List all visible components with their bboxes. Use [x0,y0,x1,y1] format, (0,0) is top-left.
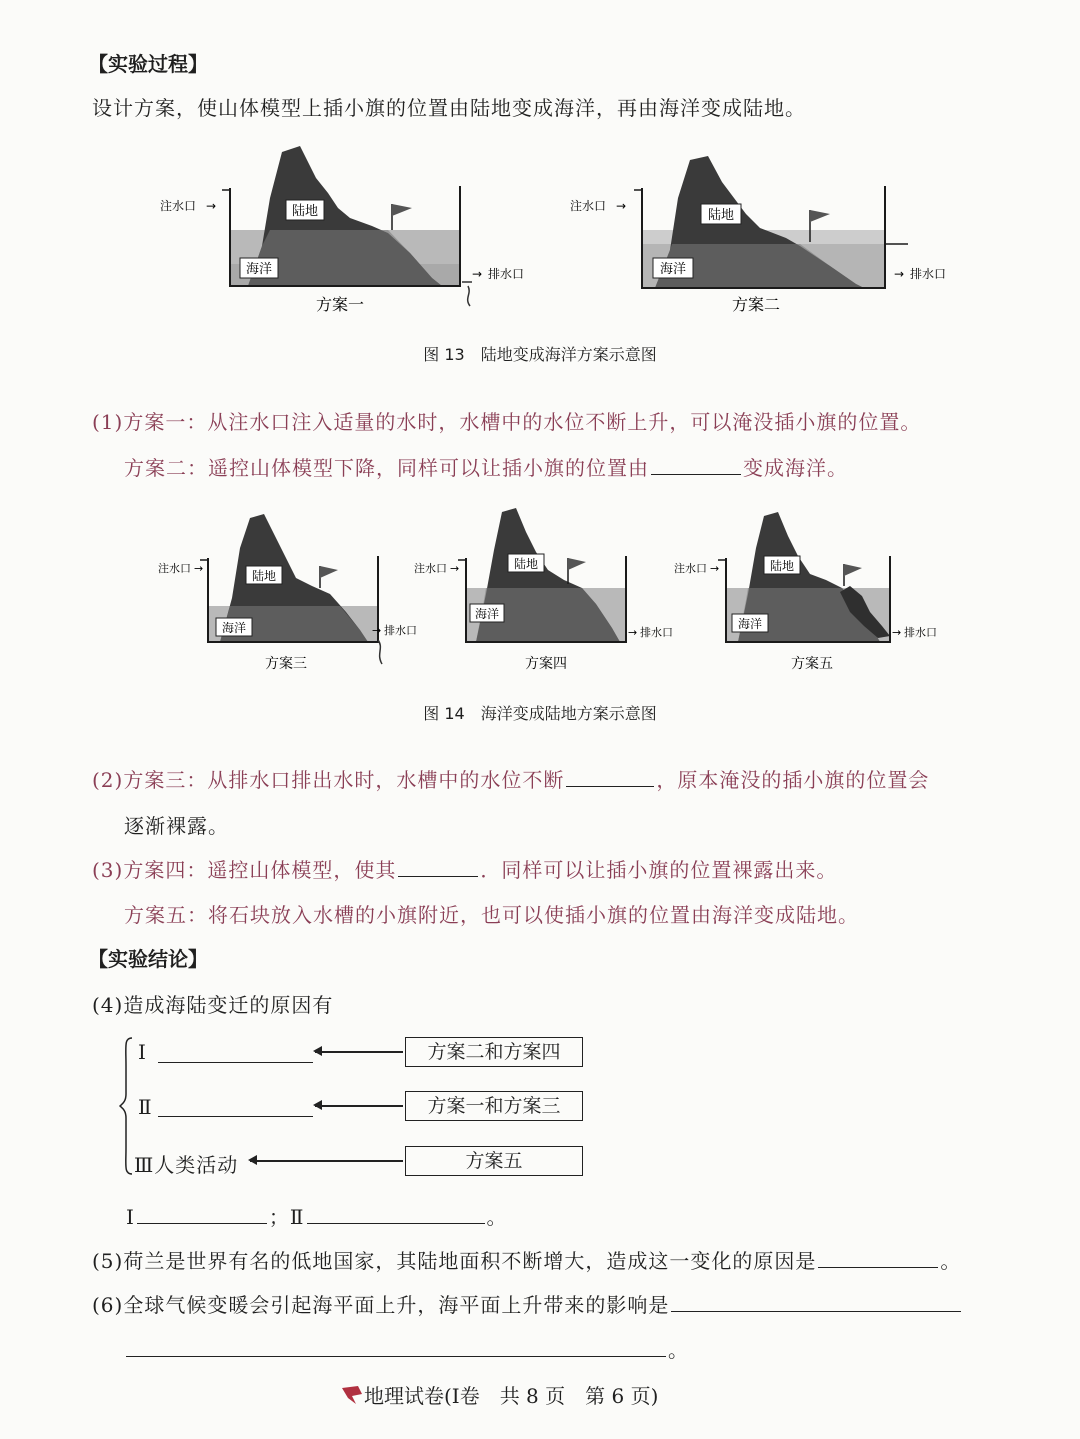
q4-answer-line [126,1201,508,1230]
figure13-plan2 [570,156,946,314]
plan4-label: 方案四 [525,656,567,672]
svg-text:→: → [372,624,382,637]
svg-text:→: → [628,626,638,639]
svg-text:→: → [616,199,627,213]
q4-item1-roman: Ⅰ [138,1040,147,1064]
label-outlet: 排水口 [488,267,525,281]
q4-answer-ii-label: Ⅱ [289,1205,305,1229]
q3-line1-text-a: (3)方案四：遥控山体模型，使其 [92,858,397,882]
figure13-plan1 [160,146,524,314]
q4-answer-i-label: Ⅰ [126,1205,135,1229]
label-outlet: 排水口 [904,626,937,639]
q4-answer-end: 。 [486,1205,508,1229]
label-inlet: 注水口 [414,562,447,575]
label-land: 陆地 [769,559,795,573]
label-ocean: 海洋 [737,617,763,631]
footer [340,1380,658,1409]
q6-end: 。 [668,1338,689,1362]
svg-text:→: → [894,267,905,281]
svg-text:→: → [710,562,720,575]
section-title-process: 【实验过程】 [88,52,208,76]
figure14-plan3 [158,514,417,672]
svg-text:→: → [472,267,483,281]
figure14-plan5 [674,512,937,672]
figure14-plan4 [414,508,673,672]
label-outlet: 排水口 [910,267,947,281]
q6-line2 [124,1334,689,1363]
q5-line [92,1245,961,1274]
plan2-label: 方案二 [731,295,781,314]
q6-answer-blank-2[interactable] [126,1338,666,1357]
q2-line2: 逐渐裸露。 [124,814,229,838]
label-ocean: 海洋 [221,621,247,635]
q3-line1 [92,854,837,883]
svg-text:→: → [206,199,217,213]
q2-line1-text-a: (2)方案三：从排水口排出水时，水槽中的水位不断 [92,768,565,792]
footer-text: 地理试卷(Ⅰ卷 共 8 页 第 6 页) [364,1384,659,1408]
label-ocean: 海洋 [659,262,687,277]
q4-item3 [134,1149,238,1178]
arrow-left-icon [315,1105,403,1107]
label-ocean: 海洋 [474,607,500,621]
label-inlet: 注水口 [570,199,607,213]
figure14-caption: 图 14 海洋变成陆地方案示意图 [423,704,657,723]
q6-text: (6)全球气候变暖会引起海平面上升，海平面上升带来的影响是 [92,1293,670,1317]
q3-line1-text-b: ．同样可以让插小旗的位置裸露出来。 [480,858,838,882]
intro-text: 设计方案，使山体模型上插小旗的位置由陆地变成海洋，再由海洋变成陆地。 [92,96,806,120]
q2-line1 [92,764,929,793]
q4-answer-i-blank[interactable] [137,1205,267,1224]
q4-item1-blank[interactable] [158,1062,313,1063]
q4-item2-blank[interactable] [158,1116,313,1117]
svg-text:→: → [194,562,204,575]
q4-item1-box: 方案二和方案四 [405,1037,583,1067]
figure-14 [150,508,960,678]
q4-title: (4)造成海陆变迁的原因有 [92,993,334,1017]
figure13-caption: 图 13 陆地变成海洋方案示意图 [423,345,657,364]
plan3-label: 方案三 [265,656,307,672]
q1-line1: (1)方案一：从注水口注入适量的水时，水槽中的水位不断上升，可以淹没插小旗的位置。 [92,410,922,434]
q4-item2-roman: Ⅱ [138,1095,153,1119]
q1-line2 [124,452,848,481]
q4-item3-box: 方案五 [405,1146,583,1176]
arrow-left-icon [250,1160,403,1162]
q4-item2-box: 方案一和方案三 [405,1091,583,1121]
label-land: 陆地 [291,204,319,219]
svg-text:→: → [892,626,902,639]
plan1-label: 方案一 [315,295,365,314]
plan5-label: 方案五 [791,656,833,672]
q5-answer-blank[interactable] [818,1249,938,1268]
q1-line2-text-b: 变成海洋。 [743,456,848,480]
label-inlet: 注水口 [158,562,191,575]
q2-answer-blank[interactable] [566,768,654,787]
q3-answer-blank[interactable] [398,858,478,877]
q3-line2: 方案五：将石块放入水槽的小旗附近，也可以使插小旗的位置由海洋变成陆地。 [124,903,859,927]
q6-answer-blank-1[interactable] [671,1293,961,1312]
label-inlet: 注水口 [674,562,707,575]
section-title-conclusion: 【实验结论】 [88,947,208,971]
label-outlet: 排水口 [384,624,417,637]
label-land: 陆地 [513,557,539,571]
label-ocean: 海洋 [245,262,273,277]
q4-item3-roman: Ⅲ [134,1153,155,1177]
label-land: 陆地 [251,569,277,583]
label-outlet: 排水口 [640,626,673,639]
q4-item3-text: 人类活动 [154,1153,239,1177]
q6-line [92,1289,963,1318]
label-inlet: 注水口 [160,199,197,213]
label-land: 陆地 [707,208,735,223]
q4-answer-sep: ； [268,1205,290,1229]
q1-answer-blank[interactable] [651,456,741,475]
svg-text:→: → [450,562,460,575]
q1-line2-text-a: 方案二：遥控山体模型下降，同样可以让插小旗的位置由 [124,456,649,480]
arrow-left-icon [315,1051,403,1053]
footer-logo-icon [340,1384,364,1406]
q5-end: 。 [940,1249,962,1273]
q4-answer-ii-blank[interactable] [307,1205,485,1224]
q5-text: (5)荷兰是世界有名的低地国家，其陆地面积不断增大，造成这一变化的原因是 [92,1249,817,1273]
figure-13 [150,138,970,318]
q2-line1-text-b: ，原本淹没的插小旗的位置会 [656,768,930,792]
